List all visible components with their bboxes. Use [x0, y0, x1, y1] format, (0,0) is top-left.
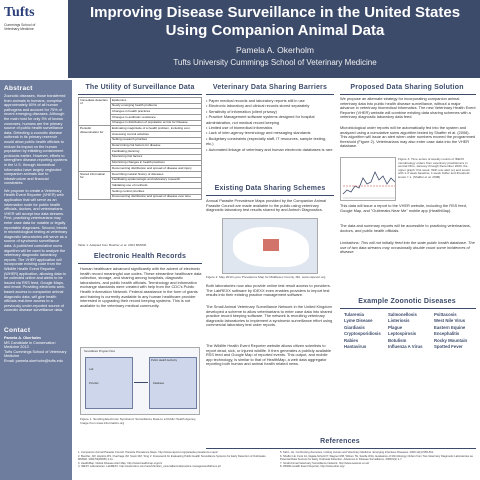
zoonosis-item: Leptospirosis — [388, 331, 417, 337]
proposed-paragraph-2: Microbiological order reports will be automatically fed into the system and analyzed using a cumulative sums algorithm tested by Shaffer et al. (2008). This algorithm will issue an alert when order numbers exceed the programmed threshold (Figure 2). Veterinarians may also enter case data into the VHER database. — [340, 125, 476, 149]
existing-paragraph-4: The Wildlife Health Event Reporter website allows citizen scientists to report dead, sick, or injured wildlife. It then generates a publicly available RSS feed and Google Map of reported events. This output, and mobile app technology, is similar to that of HealthMap, a web data aggregator reporting both human and animal health related news. — [206, 343, 332, 367]
reference-item: 7. Small Animal Veterinary Surveillance Network. http://www.savsnet.co.uk/ — [280, 461, 370, 465]
reference-item: 3. HealthMap: Global Disease Alert Map. http://www.healthmap.org/en/ — [78, 461, 163, 465]
logo-name: Tufts — [4, 5, 35, 20]
tufts-logo — [0, 0, 68, 78]
zoonoses-column-1 — [344, 312, 386, 350]
references-heading: References — [320, 438, 360, 445]
list-item: • Budgetary constraints (especially staff, IT resources, sample testing, etc.) — [206, 136, 334, 147]
table-item-cell: Documenting distribution and spread of disease and injury — [111, 166, 202, 172]
table-item-cell: Validating use of methods — [111, 183, 202, 189]
abstract-sidebar — [0, 80, 72, 480]
reference-item: 5. Kahn, LH. Confronting Zoonoses, Linking Human and Veterinary Medicine. Emerging Infectious Diseases. 2006;12(4):556-561. — [280, 451, 435, 454]
reference-item: 6. Shaffer LE, Funk JA, Rajala-Schultz P, Wagner MM, Wittum TE, Saville WJA. Evaluation of Microbiology Orders from Two Veterinary Diagnostic Laboratories as Potential Data Sources for Early Outbreak Detection. Advances in Disease Surveillance. 2008;6(2):1-7. — [280, 454, 473, 462]
affiliation: Tufts University Cummings School of Veterinary Medicine — [173, 58, 377, 67]
order-count-line — [343, 172, 395, 194]
zoonosis-item: Giardiasis — [344, 324, 365, 330]
abstract-heading: Abstract — [4, 85, 33, 92]
time-series-plot — [341, 158, 397, 202]
flow-label-provider: Provider — [89, 382, 99, 385]
table-item-cell: Changes in antibiotic resistance — [111, 115, 202, 121]
zoonoses-column-3 — [434, 312, 478, 350]
abstract-paragraph-1: Zoonotic diseases, those transferred from animals to humans, comprise approximately 60% of all human pathogens and account for 75% of recent emerging diseases. Although the main host for only 3% of known zoonoses, humans are the primary source of public health surveillance data. Detecting a zoonotic disease outbreak in its primary reservoir would allow public health officials to reduce its impact on the human population by initiating containment protocols earlier. However, efforts to strengthen disease-reporting systems in the U.S. through biomedical informatics have largely neglected companion animals due to infrastructure and financial constraints. — [4, 94, 68, 186]
author-name: Pamela A. Okerholm — [236, 45, 314, 55]
list-item: • Paper medical records and laboratory reports still in use — [206, 98, 334, 103]
time-series-figure — [340, 157, 396, 201]
map-county — [263, 239, 279, 251]
figure-3-caption: Figure 3. Time series of weekly counts of IDEXX microbiology orders from veterinary practitioners in central Ohio, January through December 2003; the upper graph: first week. With one alert (e) and seven with 1-3 week baseline; 1-week buffer and threshold levels = 1. (Shaffer et al. 2008) — [398, 157, 471, 179]
proposed-heading: Proposed Data Sharing Solution — [350, 84, 464, 91]
zoonosis-item: Salmonellosis — [388, 312, 417, 317]
flow-label-database: Database — [153, 382, 165, 385]
table-item-cell: Assessing control activities — [111, 132, 202, 138]
table-item-cell: Documenting distribution and spread of disease over time — [111, 194, 202, 200]
zoonosis-item: Lyme Disease — [344, 318, 373, 324]
divider — [78, 263, 202, 264]
table-item-cell: Estimating magnitude of a health problem, including cost — [111, 126, 202, 132]
table-item-cell: Setting research priorities — [111, 137, 202, 143]
zoonosis-item: Tularemia — [344, 312, 364, 317]
zoonoses-heading: Example Zoonotic Diseases — [358, 298, 456, 305]
zoonosis-item: Influenza A Virus — [388, 344, 423, 350]
proposed-paragraph-1: We propose an alternate strategy for incorporating companion animal veterinary data into public health disease surveillance, without a major advance in veterinary biomedical informatics. The new Veterinary Health Event Reporter (VHER) website will combine existing data sharing schemes with a veterinary diagnostic laboratory data feed. — [340, 96, 476, 120]
list-item: • Electronic laboratory and clinical records stored separately — [206, 103, 334, 108]
proposed-paragraph-3: This data will issue a report to the VHER website, including the RSS feed, Google Map, and "Outbreaks Near Me" mobile app (HealthMap). — [340, 203, 467, 213]
zoonosis-item: Hantavirus — [344, 344, 367, 350]
poster-title: Improving Disease Surveillance in the United States Using Companion Animal Data — [89, 4, 461, 39]
list-item: • Lack of inter-agency terminology and messaging standards — [206, 130, 334, 135]
table-item-cell: Changes in distribution of population at risk for Disease — [111, 120, 202, 126]
existing-heading: Existing Data Sharing Schemes — [214, 185, 326, 192]
barriers-list — [206, 98, 334, 152]
logo-subtitle: Cummings School of Veterinary Medicine — [4, 23, 36, 32]
proposed-paragraph-4: The data and summary reports will be accessible to practicing veterinarians, doctors, and public health officials. — [340, 223, 471, 233]
references-list-right — [280, 451, 476, 469]
table-item-cell: Newly emerging health problems — [111, 103, 202, 109]
references-list-left — [78, 451, 276, 469]
existing-paragraph-1: Annual Parasite Prevalence Maps provided by the Companion Animal Parasite Council are made available to the public using veterinary diagnostic laboratory test results shared by and Antech Diagnostics. — [206, 198, 327, 213]
utility-table — [78, 97, 202, 200]
poster-header — [0, 0, 480, 78]
flow-label-authority: Public Health Authority — [151, 359, 178, 362]
utility-heading: The Utility of Surveillance Data — [85, 84, 195, 91]
table-item-cell: Facilitating epidemiologic and laboratory research — [111, 177, 202, 183]
zoonosis-item: Botulism — [388, 337, 407, 343]
table-item-cell: Facilitating planning — [111, 149, 202, 155]
surveillance-flow-figure — [80, 347, 200, 415]
reference-item: 4. IDEXX Laboratories. LabREXX. http://www.idexx.com/view/xhtml/en_us/smallanimal/practice-management/labrexx.jsf — [78, 465, 221, 469]
proposed-limitations: Limitations: This will not initially feed into the state public health database. The use of two data streams may occasionally double count some incidences of disease. — [340, 240, 475, 255]
zoonosis-item: Cryptosporidiosis — [344, 331, 381, 337]
flow-label-lab: Lab — [89, 368, 94, 371]
divider — [206, 195, 334, 196]
figure-1-caption: Figure 1. Sending Electronic Syndromic Surveillance Data to a Public Health Agency. Image from www.informatics.org — [80, 417, 197, 425]
zoonosis-item: Rabies — [344, 337, 359, 343]
prevalence-map — [222, 218, 318, 274]
table-item-cell: Determining risk factors for disease — [111, 143, 202, 149]
list-item: • Limited use of biomedical informatics — [206, 125, 334, 130]
figure-2-caption: Figure 2. May 2013 Lyme Prevalence Map for Middlesex County, MA. www.capcvet.org — [206, 275, 326, 279]
zoonosis-item: West Nile Virus — [434, 318, 466, 324]
table-caption: Table 1. Adapted from Buehler et al. 2004 MMWR. — [78, 243, 147, 247]
table-item-cell: Describing natural history of diseases — [111, 171, 202, 177]
divider — [206, 94, 334, 95]
table-item-cell: Monitoring risk factors — [111, 154, 202, 160]
list-item: • Sensitivity of information (client privacy) — [206, 109, 334, 114]
zoonosis-item: Rocky Mountain Spotted Fever — [434, 337, 468, 350]
reference-item: 1. Companion Animal Parasite Council. Parasite Prevalence Maps. http://www.capcvet.org/parasite-prevalence-maps/ — [78, 451, 218, 454]
reference-item: 2. Buehler, JW, Hopkins RS, Overhage JM, Sosin DM, Tong V. Framework for Evaluating Public Health Surveillance Systems for Early Detection of Outbreaks. MMWR. 2004;53(RR05):1-11. — [78, 454, 267, 462]
list-item: • Automated linkage of veterinary and human electronic databases is rare — [206, 147, 334, 152]
table-category-cell: Immediate detection of — [79, 98, 111, 126]
flow-title: Surveillance Program Flow — [84, 350, 115, 353]
table-item-cell: Epidemics — [111, 98, 202, 104]
contact-info: Pamela A. Okerholm MS Candidate in Conservation Medicine 2013 Tufts Cummings School of Veterinary Medicine Email: pamela.okerholm@tufts.edu — [4, 335, 67, 363]
flow-arrow — [134, 382, 148, 383]
zoonosis-item: Psittacosis — [434, 312, 457, 317]
table-item-cell: Changes in health practices — [111, 109, 202, 115]
zoonosis-item: Eastern Equine Encephalitis — [434, 324, 466, 337]
zoonosis-item: Listeriosis — [388, 318, 410, 324]
zoonosis-item: Plague — [388, 324, 403, 330]
table-category-cell: Stored information for — [79, 171, 111, 199]
table-item-cell: Monitoring changes in health practices — [111, 160, 202, 166]
ehr-heading: Electronic Health Records — [93, 253, 187, 260]
contact-heading: Contact — [4, 326, 31, 334]
existing-paragraph-3: The Small Animal Veterinary Surveillance Network in the United Kingdom developed a scheme to allow veterinarians to enter case data into shared practice record keeping software. The network is recruiting veterinary diagnostic laboratories to implement a syndromic surveillance effort using commercial laboratory test order reports. — [206, 304, 333, 328]
list-item: • Practice Management software systems designed for hospital administration, not medical record keeping — [206, 114, 334, 125]
existing-paragraph-2: Both laboratories now also provide online test result access to providers. The LabREXX software by IDEXX even enables providers to import test results into their existing practice management software. — [206, 283, 331, 298]
barriers-heading: Veterinary Data Sharing Barriers — [212, 84, 328, 91]
divider — [78, 94, 202, 95]
reference-item: 8. Wildlife Health Event Reporter. http://www.wher.org/ — [280, 465, 345, 469]
table-item-cell: Setting control priorities — [111, 189, 202, 195]
abstract-paragraph-2: We propose to create a Veterinary Health Event Reporter (VHER) web application that will serve as an information node for public health officials, doctors, and veterinarians. VHER will accept two data streams. First, practicing veterinarians may enter case data for notable or legally reportable diagnoses. Second, trends in microbiological testing at veterinary diagnostic laboratories will serve as a source of syndromic surveillance data. A published cumulative sums algorithm will be used to analyze the veterinary diagnostic laboratory reports. The VHER application will incorporate existing code from the Wildlife Health Event Reporter (WHER) application, allowing data to be collected online and alerts to be issued via RSS feed, Google Maps, and email. Providing electronic web-based access to companion animal diagnostic data, will give health officials real-time access to a previously under-reported source of zoonotic disease surveillance data. — [4, 188, 68, 313]
zoonoses-column-2 — [388, 312, 432, 350]
divider — [340, 308, 476, 309]
ehr-text: Human healthcare advanced significantly with the advent of electronic health record meaningful use codes. These streamline healthcare data collection, storage, and sharing among hospitals, diagnostic laboratories, and public health officials. Terminology and information exchange standards were created with help from the CDC's Public Health Information Network. Federal assistance in the form of grants and training is currently available to any human healthcare provider interested in upgrading their record keeping systems. This is not available to the veterinary medical community. — [80, 266, 202, 308]
table-category-cell: Periodic dissemination for — [79, 126, 111, 172]
divider — [340, 94, 476, 95]
divider — [206, 448, 476, 449]
